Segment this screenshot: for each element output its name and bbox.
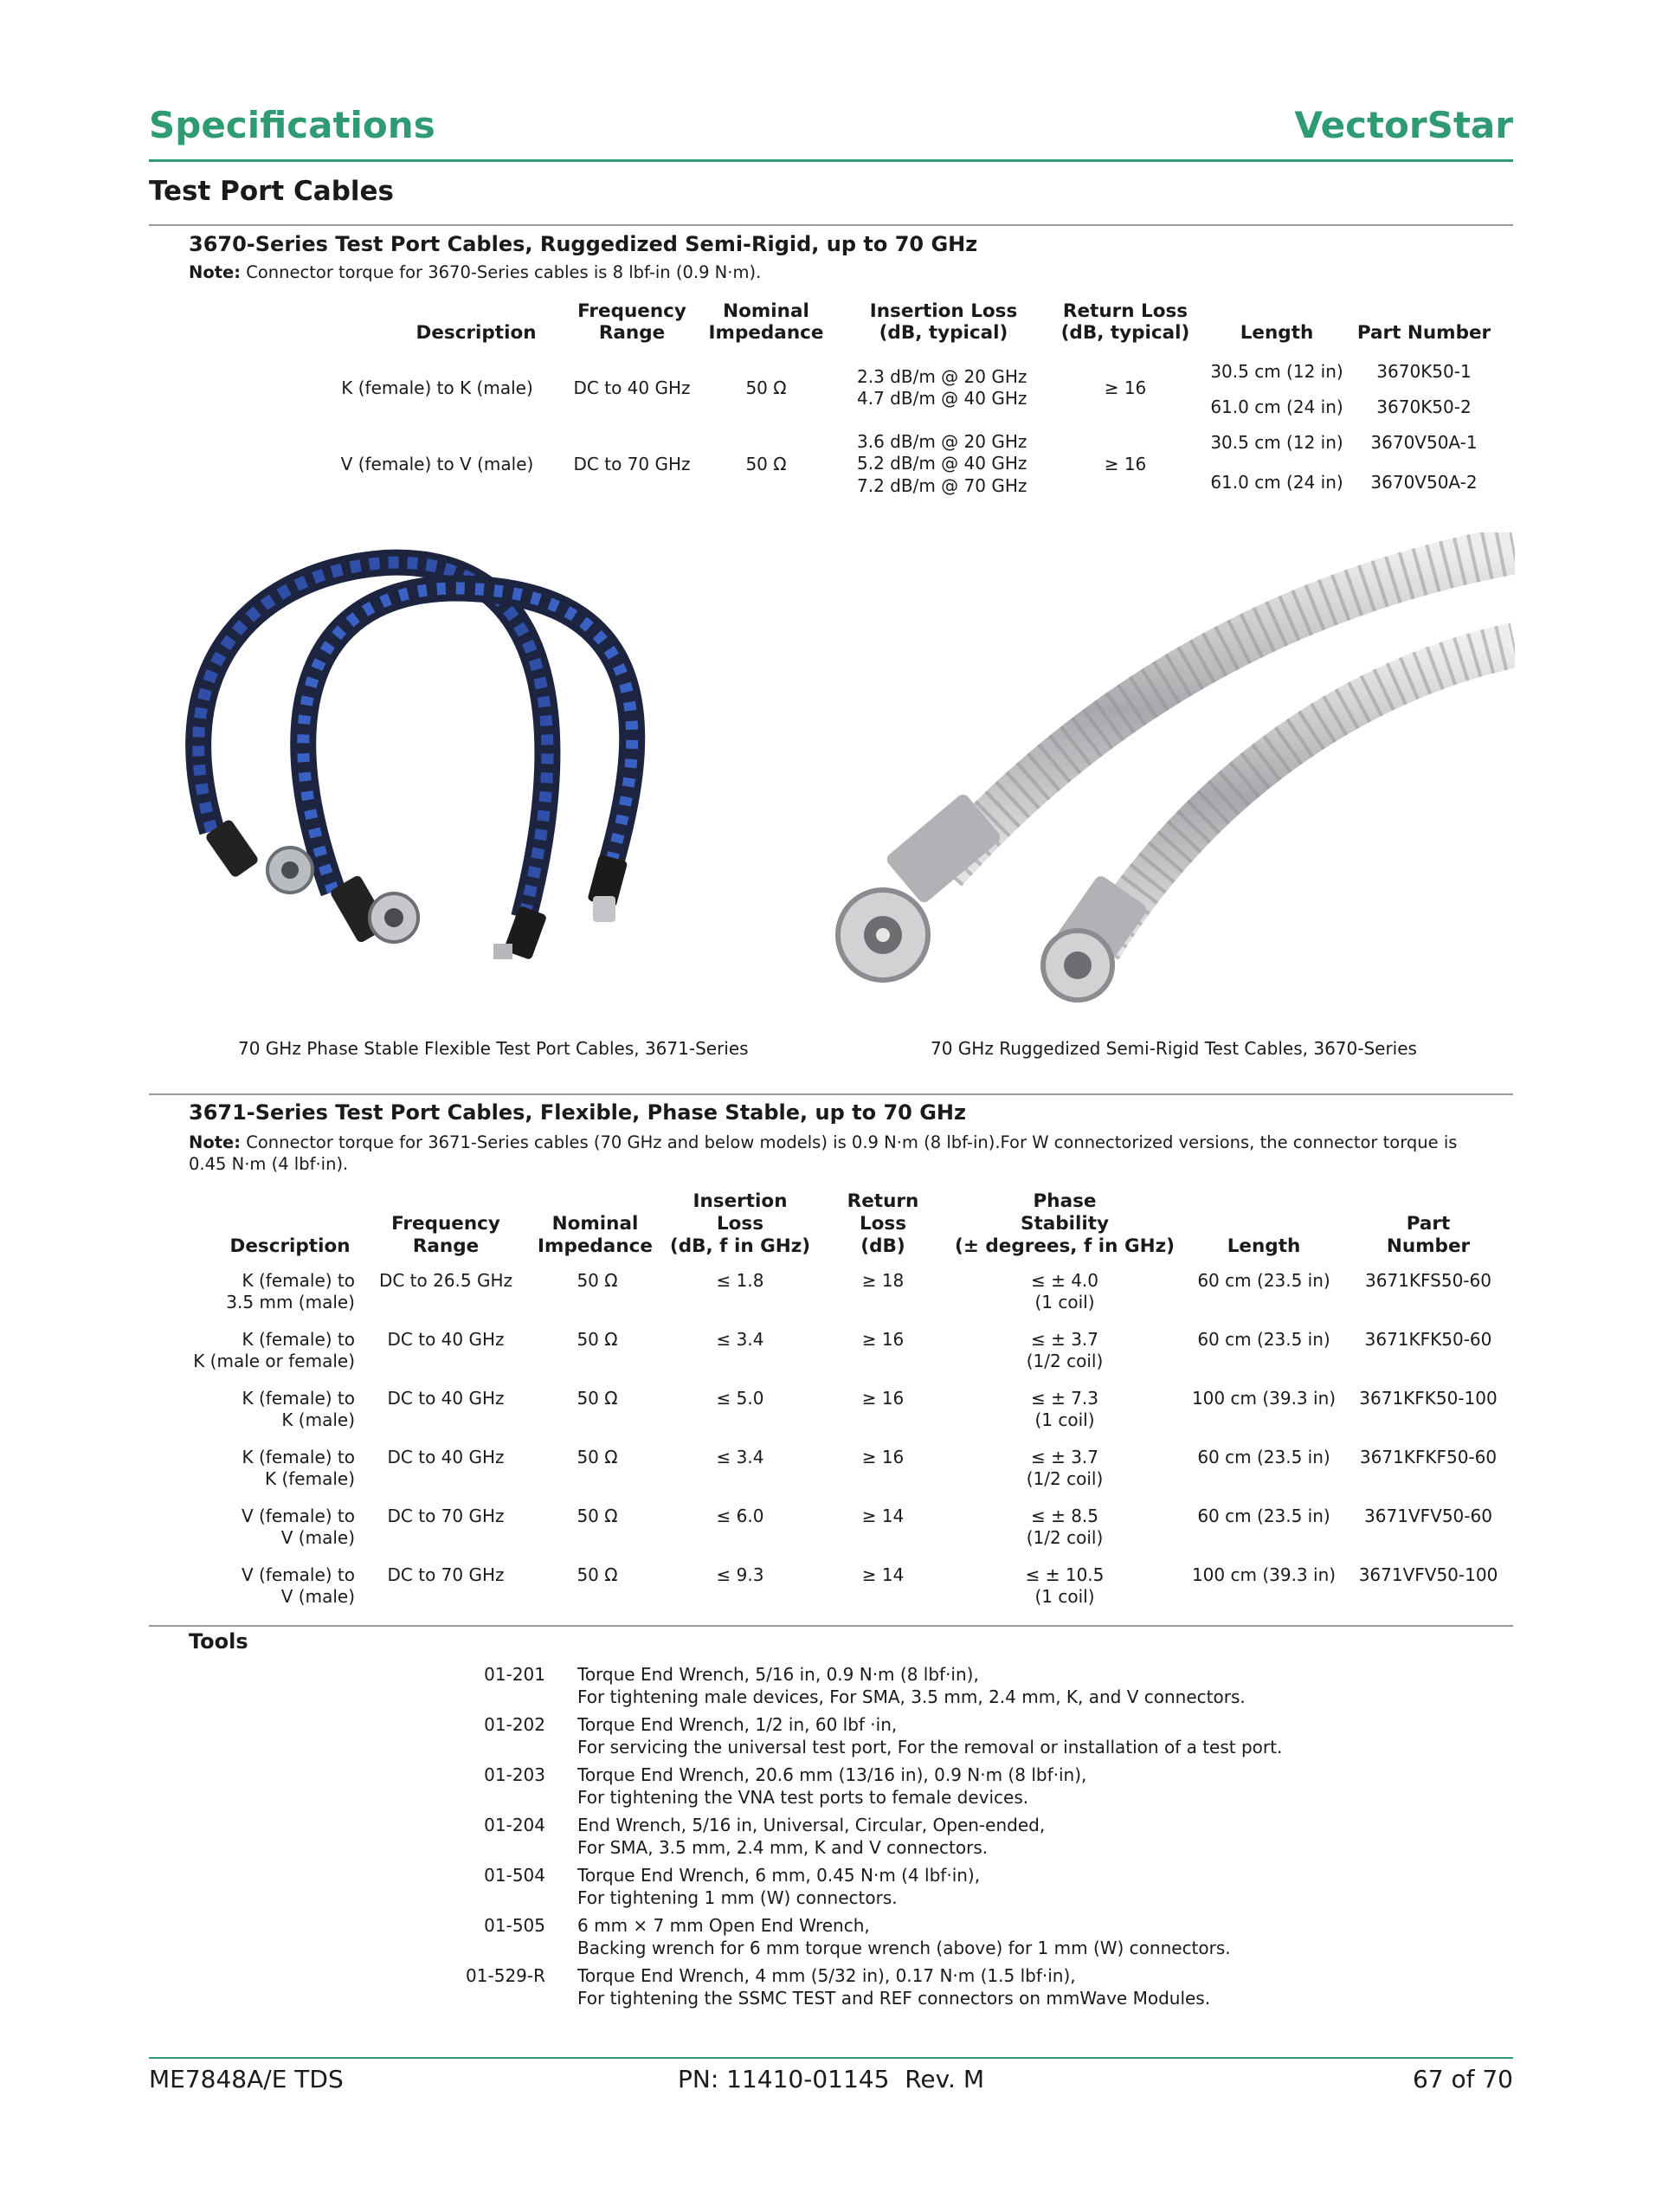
t2-desc-line2: K (male) — [281, 1409, 355, 1430]
tool-description-line1: 6 mm × 7 mm Open End Wrench, — [577, 1915, 870, 1936]
note-label: Note: — [189, 262, 242, 282]
semi-rigid-cable-illustration — [831, 532, 1515, 1017]
t2-header-return-1: Return — [847, 1190, 919, 1212]
t2-phase-line1: ≤ ± 7.3 — [1030, 1388, 1099, 1409]
t1-header-part: Part Number — [1356, 322, 1491, 344]
t2-insertion: ≤ 3.4 — [716, 1329, 764, 1350]
t2-phase-line2: (1 coil) — [1034, 1586, 1095, 1607]
header-divider — [149, 159, 1513, 162]
t2-header-phase-1: Phase — [1033, 1190, 1097, 1212]
t2-header-insertion-2: Loss — [716, 1213, 764, 1235]
tool-number: 01-505 — [484, 1915, 545, 1936]
t1-row2-return: ≥ 16 — [1104, 454, 1147, 474]
tools-divider — [149, 1625, 1513, 1627]
tool-number: 01-202 — [484, 1714, 545, 1735]
t1-row2-part-2: 3670V50A-2 — [1370, 472, 1478, 493]
t2-header-part-1: Part — [1406, 1213, 1451, 1235]
t1-header-insertion-2: (dB, typical) — [879, 322, 1008, 344]
t1-row1-length-1: 30.5 cm (12 in) — [1210, 361, 1343, 382]
t2-header-phase-3: (± degrees, f in GHz) — [955, 1235, 1175, 1257]
t1-row2-frequency: DC to 70 GHz — [573, 454, 691, 474]
section-title: Test Port Cables — [149, 176, 394, 207]
t2-header-frequency-2: Range — [412, 1235, 480, 1257]
t2-phase-line2: (1 coil) — [1034, 1292, 1095, 1312]
t2-header-phase-2: Stability — [1020, 1213, 1110, 1235]
t2-insertion: ≤ 9.3 — [716, 1564, 764, 1585]
tool-description-line2: For tightening 1 mm (W) connectors. — [577, 1887, 898, 1908]
footer-divider — [149, 2057, 1513, 2059]
t2-desc-line2: K (male or female) — [193, 1351, 355, 1371]
t2-header-return-2: Loss — [859, 1213, 907, 1235]
table2-divider — [149, 1093, 1513, 1095]
t2-header-length: Length — [1227, 1235, 1301, 1257]
t1-row1-impedance: 50 Ω — [745, 377, 787, 398]
tool-description-line2: For tightening the SSMC TEST and REF connectors on mmWave Modules. — [577, 1988, 1211, 2009]
t1-row2-description: V (female) to V (male) — [340, 454, 534, 474]
t2-insertion: ≤ 1.8 — [716, 1270, 764, 1291]
semi-rigid-cables-photo — [831, 532, 1515, 1017]
t2-impedance: 50 Ω — [577, 1564, 618, 1585]
t1-row2-impedance: 50 Ω — [745, 454, 787, 474]
tool-number: 01-204 — [484, 1815, 545, 1835]
t1-row2-insertion-1: 3.6 dB/m @ 20 GHz — [857, 431, 1027, 452]
t2-frequency: DC to 40 GHz — [387, 1329, 505, 1350]
t1-row2-insertion-2: 5.2 dB/m @ 40 GHz — [857, 453, 1027, 474]
t1-row1-insertion-2: 4.7 dB/m @ 40 GHz — [857, 388, 1027, 409]
t2-return: ≥ 14 — [861, 1506, 905, 1526]
t2-desc-line2: K (female) — [264, 1468, 355, 1489]
footer-doc: ME7848A/E TDS — [149, 2065, 344, 2093]
brand-name: VectorStar — [1294, 104, 1513, 146]
t2-part: 3671KFK50-100 — [1359, 1388, 1498, 1409]
tools-title: Tools — [189, 1629, 248, 1654]
t2-part: 3671KFK50-60 — [1364, 1329, 1492, 1350]
tool-number: 01-203 — [484, 1764, 545, 1785]
t1-header-return-2: (dB, typical) — [1060, 322, 1190, 344]
t2-desc-line1: K (female) to — [242, 1329, 355, 1350]
t1-header-impedance-1: Nominal — [723, 300, 809, 322]
t2-part: 3671VFV50-100 — [1358, 1564, 1498, 1585]
tool-description-line2: For tightening male devices, For SMA, 3.5 mm, 2.4 mm, K, and V connectors. — [577, 1686, 1246, 1707]
t2-desc-line2: V (male) — [280, 1527, 355, 1548]
tool-description-line1: Torque End Wrench, 5/16 in, 0.9 N·m (8 lbf·in), — [577, 1664, 979, 1685]
t2-phase-line1: ≤ ± 10.5 — [1025, 1564, 1105, 1585]
caption-right: 70 GHz Ruggedized Semi-Rigid Test Cables, 3670-Series — [931, 1038, 1417, 1059]
t2-desc-line1: V (female) to — [241, 1564, 355, 1585]
tool-description-line2: For tightening the VNA test ports to female devices. — [577, 1787, 1029, 1808]
t2-insertion: ≤ 3.4 — [716, 1447, 764, 1467]
t2-length: 60 cm (23.5 in) — [1197, 1447, 1330, 1467]
t2-desc-line1: V (female) to — [241, 1506, 355, 1526]
t2-header-frequency-1: Frequency — [391, 1213, 500, 1235]
tool-description-line2: For servicing the universal test port, For the removal or installation of a test port. — [577, 1737, 1283, 1757]
footer-part-number: PN: 11410-01145 Rev. M — [678, 2065, 984, 2093]
t2-impedance: 50 Ω — [577, 1447, 618, 1467]
page-header-title: Specifications — [149, 104, 435, 146]
t2-phase-line1: ≤ ± 3.7 — [1030, 1447, 1099, 1467]
t2-length: 60 cm (23.5 in) — [1197, 1329, 1330, 1350]
t1-header-description: Description — [416, 322, 537, 344]
t1-row2-insertion-3: 7.2 dB/m @ 70 GHz — [857, 475, 1027, 496]
t2-header-description: Description — [229, 1235, 351, 1257]
t2-insertion: ≤ 6.0 — [716, 1506, 764, 1526]
table1-note — [189, 261, 761, 283]
table2-note-line2: 0.45 N·m (4 lbf·in). — [189, 1154, 349, 1174]
t2-desc-line2: 3.5 mm (male) — [226, 1292, 355, 1312]
t2-insertion: ≤ 5.0 — [716, 1388, 764, 1409]
tool-number: 01-504 — [484, 1865, 545, 1886]
note-text: Connector torque for 3671-Series cables (70 GHz and below models) is 0.9 N·m (8 lbf-in).For W connectorized versions, the connector torque is — [246, 1132, 1458, 1152]
t2-length: 100 cm (39.3 in) — [1191, 1564, 1337, 1585]
t2-impedance: 50 Ω — [577, 1388, 618, 1409]
t2-part: 3671KFS50-60 — [1365, 1270, 1491, 1291]
t2-header-return-3: (dB) — [860, 1235, 905, 1257]
t2-desc-line1: K (female) to — [242, 1447, 355, 1467]
t1-row1-description: K (female) to K (male) — [341, 377, 533, 398]
t2-desc-line1: K (female) to — [242, 1388, 355, 1409]
t2-frequency: DC to 70 GHz — [387, 1506, 505, 1526]
t1-row2-length-1: 30.5 cm (12 in) — [1210, 432, 1343, 453]
t2-return: ≥ 16 — [861, 1447, 905, 1467]
note-text: Connector torque for 3670-Series cables is 8 lbf-in (0.9 N·m). — [246, 262, 762, 282]
table2-note-line1 — [189, 1132, 1457, 1153]
t1-row1-part-1: 3670K50-1 — [1376, 361, 1472, 382]
t2-header-impedance-1: Nominal — [551, 1213, 639, 1235]
t2-frequency: DC to 40 GHz — [387, 1447, 505, 1467]
tool-number: 01-201 — [484, 1664, 545, 1685]
t1-header-insertion-1: Insertion Loss — [869, 300, 1018, 322]
t1-row1-frequency: DC to 40 GHz — [573, 377, 691, 398]
t1-header-frequency-1: Frequency — [577, 300, 686, 322]
tool-description-line1: Torque End Wrench, 20.6 mm (13/16 in), 0.9 N·m (8 lbf·in), — [577, 1764, 1087, 1785]
caption-left: 70 GHz Phase Stable Flexible Test Port Cables, 3671-Series — [238, 1038, 749, 1059]
note-label: Note: — [189, 1132, 242, 1152]
flexible-cables-photo — [160, 528, 827, 961]
t2-desc-line1: K (female) to — [242, 1270, 355, 1291]
t2-return: ≥ 18 — [861, 1270, 905, 1291]
t1-header-impedance-2: Impedance — [708, 322, 824, 344]
t1-row2-part-1: 3670V50A-1 — [1370, 432, 1478, 453]
t1-row1-part-2: 3670K50-2 — [1376, 397, 1472, 417]
t2-impedance: 50 Ω — [577, 1270, 618, 1291]
section-divider — [149, 224, 1513, 226]
t1-row1-insertion-1: 2.3 dB/m @ 20 GHz — [857, 366, 1027, 387]
t2-desc-line2: V (male) — [280, 1586, 355, 1607]
t2-phase-line1: ≤ ± 4.0 — [1030, 1270, 1099, 1291]
t2-part: 3671KFKF50-60 — [1359, 1447, 1498, 1467]
t2-header-impedance-2: Impedance — [538, 1235, 653, 1257]
tool-description-line1: End Wrench, 5/16 in, Universal, Circular, Open-ended, — [577, 1815, 1046, 1835]
t2-phase-line2: (1/2 coil) — [1026, 1468, 1104, 1489]
t1-row2-length-2: 61.0 cm (24 in) — [1210, 472, 1343, 493]
t2-impedance: 50 Ω — [577, 1329, 618, 1350]
t2-phase-line1: ≤ ± 3.7 — [1030, 1329, 1099, 1350]
table2-title: 3671-Series Test Port Cables, Flexible, Phase Stable, up to 70 GHz — [189, 1100, 966, 1125]
t1-header-frequency-2: Range — [598, 322, 666, 344]
table1-title: 3670-Series Test Port Cables, Ruggedized Semi-Rigid, up to 70 GHz — [189, 232, 978, 256]
t2-return: ≥ 14 — [861, 1564, 905, 1585]
t2-header-part-2: Number — [1386, 1235, 1471, 1257]
t2-length: 60 cm (23.5 in) — [1197, 1506, 1330, 1526]
t2-return: ≥ 16 — [861, 1388, 905, 1409]
t2-phase-line2: (1/2 coil) — [1026, 1351, 1104, 1371]
tool-number: 01-529-R — [466, 1965, 545, 1986]
tool-description-line2: For SMA, 3.5 mm, 2.4 mm, K and V connectors. — [577, 1837, 989, 1858]
tool-description-line1: Torque End Wrench, 6 mm, 0.45 N·m (4 lbf·in), — [577, 1865, 981, 1886]
t2-length: 100 cm (39.3 in) — [1191, 1388, 1337, 1409]
footer-page: 67 of 70 — [1412, 2065, 1513, 2093]
t1-header-length: Length — [1240, 322, 1314, 344]
t2-phase-line2: (1/2 coil) — [1026, 1527, 1104, 1548]
t2-phase-line2: (1 coil) — [1034, 1409, 1095, 1430]
t2-header-insertion-1: Insertion — [692, 1190, 788, 1212]
tool-description-line1: Torque End Wrench, 4 mm (5/32 in), 0.17 N·m (1.5 lbf·in), — [577, 1965, 1076, 1986]
t1-row1-return: ≥ 16 — [1104, 377, 1147, 398]
t2-impedance: 50 Ω — [577, 1506, 618, 1526]
tool-description-line2: Backing wrench for 6 mm torque wrench (above) for 1 mm (W) connectors. — [577, 1938, 1231, 1958]
t2-part: 3671VFV50-60 — [1364, 1506, 1492, 1526]
t2-return: ≥ 16 — [861, 1329, 905, 1350]
t2-length: 60 cm (23.5 in) — [1197, 1270, 1330, 1291]
t2-header-insertion-3: (dB, f in GHz) — [669, 1235, 811, 1257]
t2-phase-line1: ≤ ± 8.5 — [1030, 1506, 1099, 1526]
t2-frequency: DC to 70 GHz — [387, 1564, 505, 1585]
flexible-cable-illustration — [160, 528, 827, 961]
t1-row1-length-2: 61.0 cm (24 in) — [1210, 397, 1343, 417]
t1-header-return-1: Return Loss — [1062, 300, 1189, 322]
t2-frequency: DC to 26.5 GHz — [378, 1270, 513, 1291]
t2-frequency: DC to 40 GHz — [387, 1388, 505, 1409]
tool-description-line1: Torque End Wrench, 1/2 in, 60 lbf ·in, — [577, 1714, 898, 1735]
